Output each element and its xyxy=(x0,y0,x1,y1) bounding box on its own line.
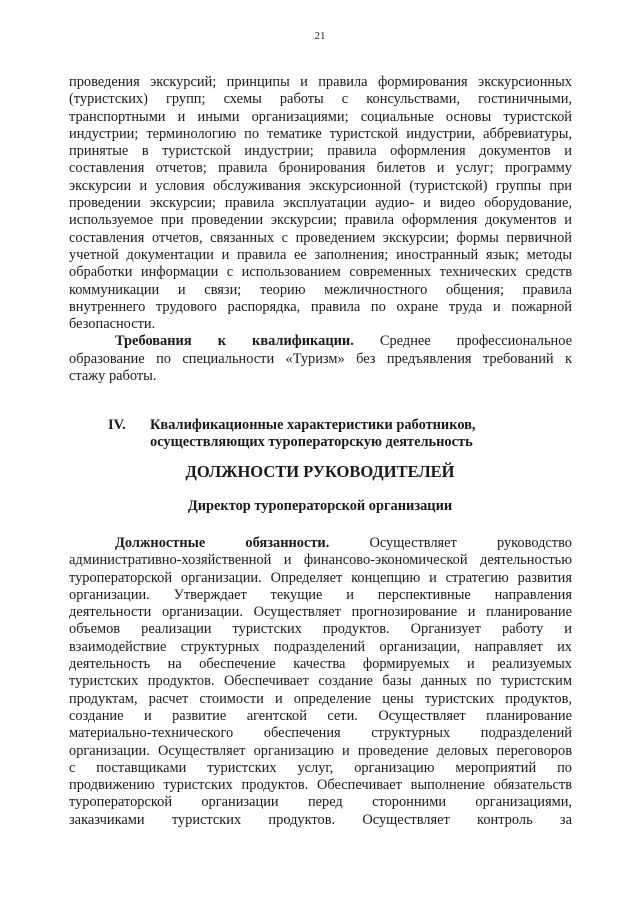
text-line: транспортными и иными организациями; социальные основы туристской xyxy=(69,108,572,125)
qualification-line: образование по специальности «Туризм» без предъявления требований к xyxy=(69,350,572,367)
duties-text: Осуществляет руководство xyxy=(369,535,572,551)
text-line: составления отчетов; правила бронирования билетов и услуг; программу xyxy=(69,160,572,177)
section-title-line: осуществляющих туроператорскую деятельность xyxy=(150,434,473,451)
qualification-line xyxy=(69,333,572,350)
duties-paragraph xyxy=(69,535,572,829)
qualification-text: Среднее профессиональное xyxy=(379,333,572,350)
page-number: 21 xyxy=(314,30,326,42)
duties-label: Должностные обязанности. xyxy=(115,535,330,551)
section-heading xyxy=(108,417,568,452)
text-line: принятые в туристской индустрии; правила оформления документов и xyxy=(69,143,572,160)
text-line: деятельность на обеспечение качества формируемых и реализуемых xyxy=(69,656,572,673)
text-line: используемое при проведении экскурсии; правила оформления документов и xyxy=(69,212,572,229)
text-line: коммуникации и связи; теорию межличностного общения; правила xyxy=(69,281,572,298)
text-line: деятельности организации. Осуществляет прогнозирование и планирование xyxy=(69,604,572,621)
section-title-line: Квалификационные характеристики работников, xyxy=(150,417,476,433)
qualification-line: стажу работы. xyxy=(69,368,157,385)
text-line: материально-технического обеспечения структурных подразделений xyxy=(69,725,572,742)
text-line: создание и развитие агентской сети. Осуществляет планирование xyxy=(69,707,572,724)
text-line: экскурсии и условия обслуживания экскурсионной (туристской) группы при xyxy=(69,177,572,194)
text-line: (туристских) групп; схемы работы с консульствами, гостиничными, xyxy=(69,91,572,108)
director-heading: Директор туроператорской организации xyxy=(187,498,453,514)
continued-paragraph xyxy=(69,74,572,385)
text-line: безопасности. xyxy=(69,316,156,333)
text-line: продуктам, расчет стоимости и определение цены туристских продуктов, xyxy=(69,690,572,707)
text-line: туроператорской организации перед сторонними организациями, xyxy=(69,794,572,811)
text-line: с поставщиками туристских услуг, организацию мероприятий по xyxy=(69,759,572,776)
text-line: проведения экскурсий; принципы и правила формирования экскурсионных xyxy=(69,74,572,90)
text-line: составления отчетов, связанных с проведением экскурсии; формы первичной xyxy=(69,229,572,246)
text-line: организации. Утверждает текущие и перспективные направления xyxy=(69,586,572,603)
managers-heading: ДОЛЖНОСТИ РУКОВОДИТЕЛЕЙ xyxy=(185,462,455,481)
text-line: административно-хозяйственной и финансово-экономической деятельностью xyxy=(69,552,572,569)
text-line: туроператорской организации. Определяет концепцию и стратегию развития xyxy=(69,569,572,586)
text-line: продвижению туристских продуктов. Обеспечивает выполнение обязательств xyxy=(69,777,572,794)
qualification-label: Требования к квалификации. xyxy=(115,333,354,350)
text-line: проведении экскурсии; правила эксплуатации аудио- и видео оборудование, xyxy=(69,195,572,212)
text-line: обработки информации с использованием современных технических средств xyxy=(69,264,572,281)
text-line: взаимодействие структурных подразделений организации, направляет их xyxy=(69,638,572,655)
text-line: организации. Осуществляет организацию и проведение деловых переговоров xyxy=(69,742,572,759)
text-line: учетной документации и правила ее заполнения; иностранный язык; методы xyxy=(69,246,572,263)
text-line: объемов реализации туристских продуктов. Организует работу и xyxy=(69,621,572,638)
text-line: внутреннего трудового распорядка, правила по охране труда и пожарной xyxy=(69,298,572,315)
duties-line xyxy=(69,535,572,552)
section-number: IV. xyxy=(108,417,126,433)
text-line: индустрии; терминологию по тематике туристской индустрии, аббревиатуры, xyxy=(69,125,572,142)
text-line: туристских продуктов. Обеспечивает создание базы данных по туристским xyxy=(69,673,572,690)
text-line: заказчиками туристских продуктов. Осуществляет контроль за xyxy=(69,811,572,828)
